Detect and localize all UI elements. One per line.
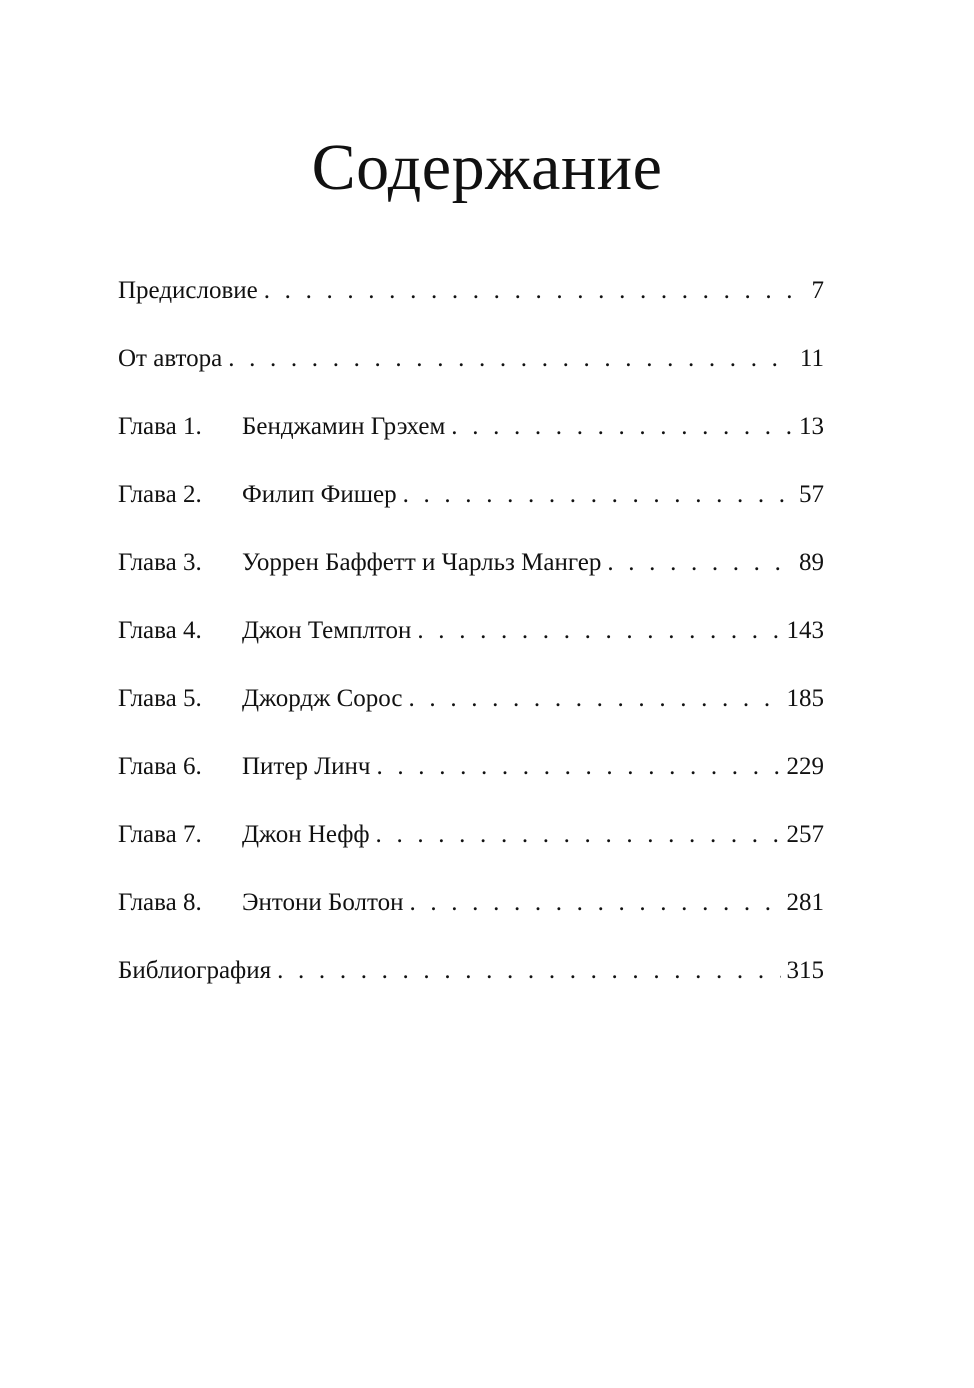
toc-entry-chapter-7 <box>118 812 824 880</box>
dot-leader <box>607 540 793 586</box>
toc-chapter-number: Глава 7. <box>118 821 202 848</box>
toc-chapter-number: Глава 3. <box>118 549 202 576</box>
toc-chapter-number: Глава 8. <box>118 889 202 916</box>
toc-page-number: 7 <box>811 277 824 304</box>
toc-entry-title: Джордж Сорос <box>242 685 403 712</box>
dot-leader <box>377 744 781 790</box>
dot-leader <box>228 336 794 382</box>
toc-entry-chapter-2 <box>118 472 824 540</box>
toc-page-number: 57 <box>799 481 824 508</box>
toc-page-number: 229 <box>786 753 824 780</box>
dot-leader <box>451 404 793 450</box>
toc-entry-bibliography <box>118 948 824 1016</box>
toc-entry-title: Бенджамин Грэхем <box>242 413 446 440</box>
dot-leader <box>409 880 780 926</box>
toc-chapter-number: Глава 5. <box>118 685 202 712</box>
toc-entry-title: Предисловие <box>118 277 258 304</box>
toc-page-number: 11 <box>799 345 824 372</box>
toc-entry-title: Энтони Болтон <box>242 889 404 916</box>
toc-entry-title: Филип Фишер <box>242 481 397 508</box>
toc-page-number: 185 <box>786 685 824 712</box>
toc-entry-chapter-5 <box>118 676 824 744</box>
toc-entry-chapter-4 <box>118 608 824 676</box>
toc-entry-title: От автора <box>118 345 223 372</box>
toc-entry-chapter-3 <box>118 540 824 608</box>
toc-entry-title: Библиография <box>118 957 272 984</box>
toc-chapter-number: Глава 2. <box>118 481 202 508</box>
toc-entry-title: Джон Темплтон <box>242 617 412 644</box>
toc-entry-preface <box>118 268 824 336</box>
toc-page-number: 281 <box>786 889 824 916</box>
toc-entry-author-note <box>118 336 824 404</box>
dot-leader <box>403 472 793 518</box>
toc-entry-chapter-1 <box>118 404 824 472</box>
toc-entry-title: Джон Нефф <box>242 821 370 848</box>
dot-leader <box>409 676 781 722</box>
toc-chapter-number: Глава 4. <box>118 617 202 644</box>
dot-leader <box>264 268 804 314</box>
toc-chapter-number: Глава 6. <box>118 753 202 780</box>
dot-leader <box>376 812 781 858</box>
page-title: Содержание <box>311 131 663 204</box>
toc-page-number: 257 <box>786 821 824 848</box>
toc-entry-title: Питер Линч <box>242 753 371 780</box>
dot-leader <box>277 948 780 994</box>
toc-page-number: 315 <box>786 957 824 984</box>
toc-entry-chapter-6 <box>118 744 824 812</box>
toc-page-number: 13 <box>799 413 824 440</box>
toc-entry-chapter-8 <box>118 880 824 948</box>
table-of-contents <box>118 268 824 1016</box>
dot-leader <box>417 608 780 654</box>
toc-page-number: 89 <box>799 549 824 576</box>
toc-chapter-number: Глава 1. <box>118 413 202 440</box>
toc-entry-title: Уоррен Баффетт и Чарльз Мангер <box>242 549 602 576</box>
toc-page-number: 143 <box>786 617 824 644</box>
